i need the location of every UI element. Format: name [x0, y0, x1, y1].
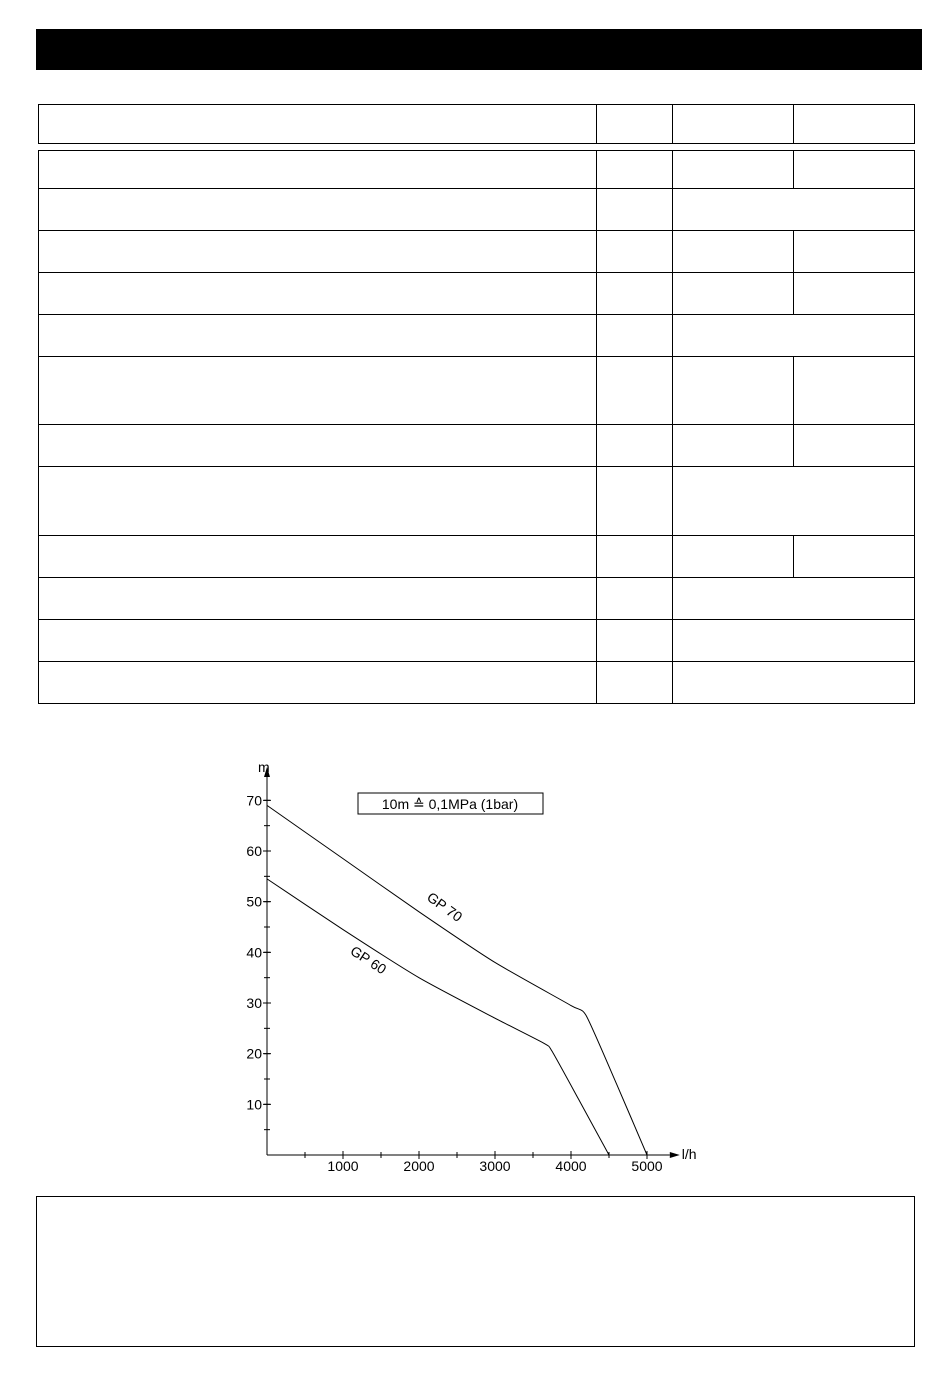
row-border [39, 189, 915, 231]
series-label: GP 60 [347, 942, 390, 978]
table-row [39, 314, 915, 357]
x-tick-label: 4000 [555, 1158, 587, 1174]
y-tick-label: 50 [246, 893, 262, 910]
y-tick-label: 60 [246, 843, 262, 859]
row-border [39, 425, 915, 467]
x-axis-arrow [670, 1152, 680, 1158]
y-tick-label: 10 [246, 1096, 262, 1113]
row-border [39, 662, 915, 704]
row-border [39, 151, 915, 189]
row-border [39, 620, 915, 662]
x-axis-label: l/h [681, 1146, 697, 1162]
performance-chart [230, 755, 710, 1185]
y-tick-label: 20 [246, 1045, 262, 1062]
table-row [39, 577, 915, 620]
y-tick-label: 70 [246, 792, 262, 809]
series-label: GP 70 [424, 888, 466, 925]
conversion-note [358, 793, 543, 814]
series-line [267, 805, 647, 1155]
x-tick-label: 3000 [479, 1158, 511, 1174]
table-row [39, 535, 915, 578]
y-axis-label: m [258, 759, 270, 775]
row-border [39, 315, 915, 357]
row-border [39, 273, 915, 315]
y-tick-label: 40 [246, 944, 262, 961]
row-border [39, 357, 915, 425]
table-row [39, 150, 915, 189]
row-border [39, 231, 915, 273]
row-border [39, 536, 915, 578]
row-border [39, 105, 915, 144]
x-tick-label: 1000 [327, 1158, 359, 1174]
table-row [39, 661, 915, 704]
table-row [39, 619, 915, 662]
table-row [39, 188, 915, 231]
table-row [39, 466, 915, 536]
x-tick-label: 2000 [403, 1158, 435, 1174]
row-border [39, 578, 915, 620]
table-row [39, 356, 915, 425]
table-row [39, 424, 915, 467]
header-bar [36, 29, 922, 70]
table-row [39, 104, 915, 144]
conversion-note-text: 10m ≙ 0,1MPa (1bar) [381, 796, 519, 812]
notes-box [36, 1196, 915, 1347]
table-row [39, 272, 915, 315]
series-line [267, 879, 609, 1155]
y-tick-label: 30 [246, 995, 262, 1011]
row-border [39, 467, 915, 536]
table-row [39, 230, 915, 273]
x-tick-label: 5000 [631, 1158, 663, 1174]
spec-table [38, 104, 915, 704]
